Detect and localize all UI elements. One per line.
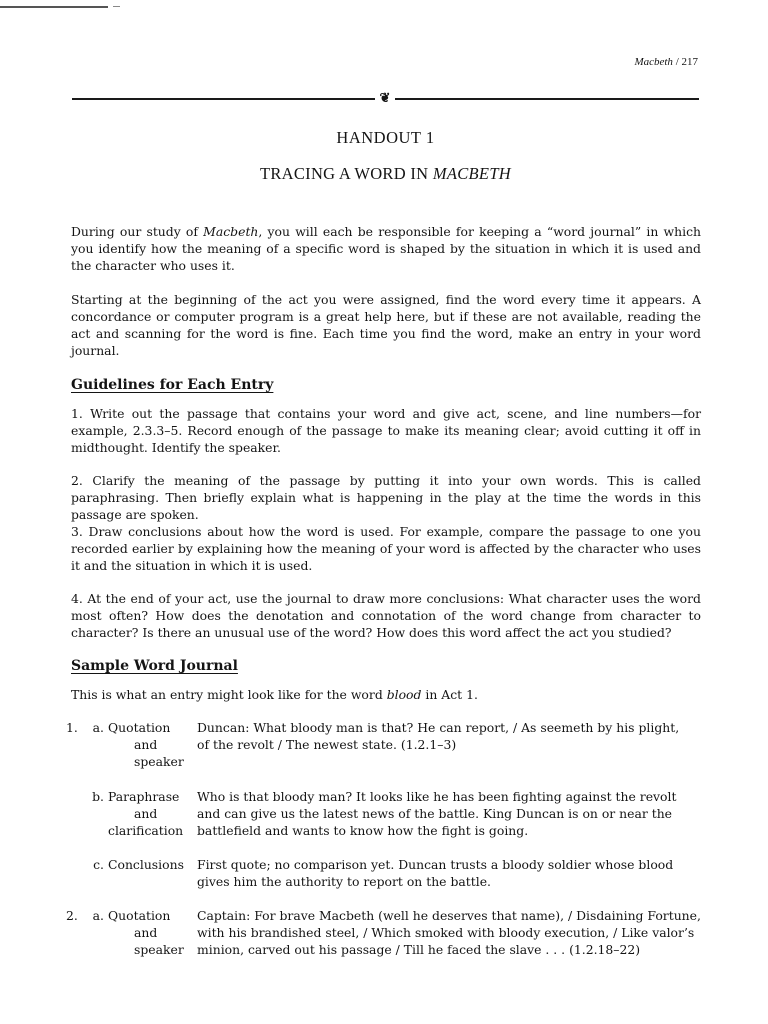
entry-label-line: and: [134, 737, 158, 752]
entry-content: [197, 907, 700, 958]
journal-entry-1a: [66, 719, 706, 771]
entry-label-line: Paraphrase: [108, 789, 180, 804]
entry-letter: a.: [92, 720, 104, 735]
entry-label-line: clarification: [108, 823, 184, 838]
entry-number: 1.: [66, 720, 78, 735]
entry-label: [104, 907, 196, 958]
guideline-item-2: 2. Clarify the meaning of the passage by putting it into your own words. This is called paraphrasing. Then briefly explain what is happening in the play at the time the words in this passage are spoken.: [71, 473, 701, 522]
intro-paragraph-2: Starting at the beginning of the act you were assigned, find the word every time it appears. A concordance or computer program is a great help here, but if these are not available, reading the act and scanning for the word is fine. Each time you find the word, make an entry in your word journal.: [71, 292, 701, 358]
running-head-title: Macbeth: [634, 56, 673, 68]
entry-line: minion, carved out his passage / Till he faced the slave . . . (1.2.18–22): [197, 942, 641, 957]
subtitle-italic: MACBETH: [432, 164, 512, 183]
sample-heading: Sample Word Journal: [71, 658, 238, 674]
entry-label-line: Quotation: [108, 908, 171, 923]
intro-p1-a: During our study of: [71, 224, 204, 239]
entry-letter: a.: [92, 908, 104, 923]
journal-entry-1b: [66, 788, 706, 840]
entry-label-line: and: [134, 806, 158, 821]
ornament-icon: ❦: [375, 92, 395, 106]
entry-line: of the revolt / The newest state. (1.2.1–3): [197, 737, 457, 752]
entry-label-line: speaker: [134, 942, 184, 957]
entry-label: [104, 788, 196, 839]
entry-label: [104, 856, 196, 873]
guideline-item-1: 1. Write out the passage that contains your word and give act, scene, and line numbers—for example, 2.3.3–5. Record enough of the passage to make its meaning clear; avoid cutting it off in midthought. Identify the speaker.: [71, 406, 701, 455]
scan-artifact-dash: [113, 6, 120, 7]
guideline-item-4: 4. At the end of your act, use the journal to draw more conclusions: What character uses the word most often? How does the denotation and connotation of the word change from character to character? Is there an unusual use of the word? How does this word affect the act you studied?: [71, 591, 701, 640]
journal-entry-1c: [66, 856, 706, 891]
entry-content: [197, 788, 700, 839]
entry-line: battlefield and wants to know how the fight is going.: [197, 823, 529, 838]
entry-line: Captain: For brave Macbeth (well he deserves that name), / Disdaining Fortune,: [197, 908, 701, 923]
handout-title: HANDOUT 1: [336, 128, 435, 147]
sample-intro-italic: blood: [386, 687, 422, 702]
guideline-item-3: 3. Draw conclusions about how the word is used. For example, compare the passage to one you recorded earlier by explaining how the meaning of your word is affected by the character who uses it and the situation in which it is used.: [71, 524, 701, 573]
running-head-separator: /: [672, 56, 682, 68]
entry-content: [197, 856, 700, 890]
entry-label-line: Conclusions: [108, 857, 184, 872]
scan-artifact-line: [0, 6, 108, 8]
subtitle-prefix: TRACING A WORD IN: [259, 164, 433, 183]
entry-line: gives him the authority to report on the battle.: [197, 874, 491, 889]
journal-entry-2a: [66, 907, 706, 959]
running-head: [634, 56, 698, 68]
intro-p1-b: , you will each be responsible for keeping a “word journal” in which you identify how the meaning of a specific word is shaped by the situation in which it is used and the character who uses it.: [71, 224, 701, 273]
sample-intro-b: in Act 1.: [421, 687, 478, 702]
entry-content: [197, 719, 700, 753]
entry-label: [104, 719, 196, 770]
entry-letter: b.: [92, 789, 104, 804]
entry-label-line: speaker: [134, 754, 184, 769]
entry-line: Who is that bloody man? It looks like he has been fighting against the revolt: [197, 789, 677, 804]
sample-intro-a: This is what an entry might look like for the word: [71, 687, 387, 702]
entry-line: with his brandished steel, / Which smoked with bloody execution, / Like valor’s: [197, 925, 695, 940]
entry-number: 2.: [66, 908, 78, 923]
intro-p1-italic: Macbeth: [203, 224, 259, 239]
intro-paragraph-1: [71, 223, 701, 274]
entry-line: Duncan: What bloody man is that? He can report, / As seemeth by his plight,: [197, 720, 680, 735]
page-number: 217: [681, 56, 698, 68]
entry-label-line: and: [134, 925, 158, 940]
entry-line: and can give us the latest news of the battle. King Duncan is on or near the: [197, 806, 673, 821]
entry-label-line: Quotation: [108, 720, 171, 735]
sample-intro: [71, 686, 701, 703]
guidelines-heading: Guidelines for Each Entry: [71, 377, 274, 393]
handout-subtitle: [72, 164, 699, 184]
entry-letter: c.: [93, 857, 104, 872]
entry-line: First quote; no comparison yet. Duncan trusts a bloody soldier whose blood: [197, 857, 674, 872]
